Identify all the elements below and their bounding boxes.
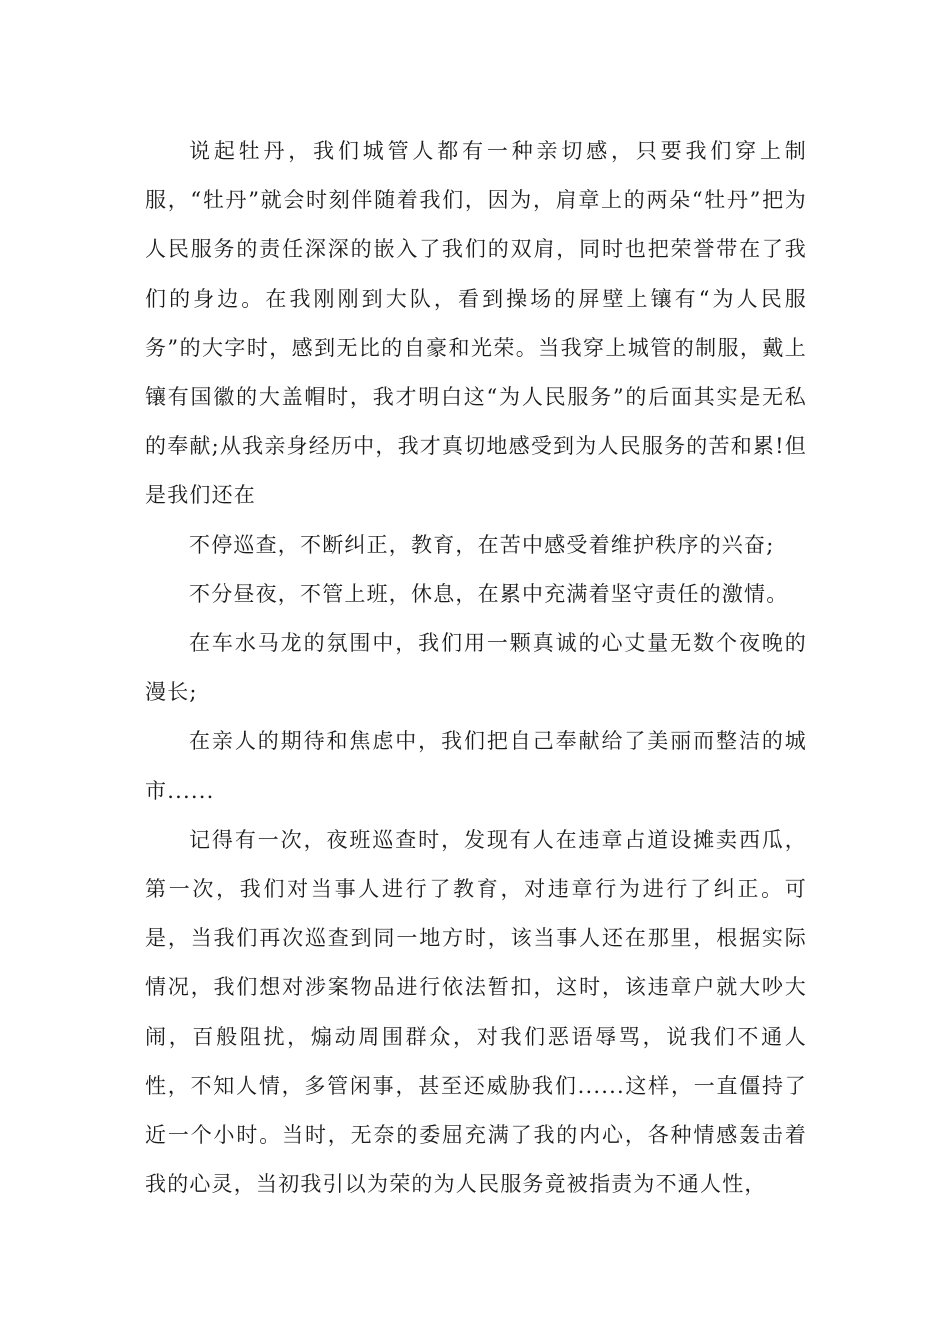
paragraph-5: 在亲人的期待和焦虑中，我们把自己奉献给了美丽而整洁的城市...... <box>145 729 807 803</box>
body-text <box>145 127 807 1209</box>
paragraph-6: 记得有一次，夜班巡查时，发现有人在违章占道设摊卖西瓜，第一次，我们对当事人进行了教育，对违章行为进行了纠正。可是，当我们再次巡查到同一地方时，该当事人还在那里，根据实际情况，我们想对涉案物品进行依法暂扣，这时，该违章户就大吵大闹，百般阻扰，煽动周围群众，对我们恶语辱骂，说我们不通人性，不知人情，多管闲事，甚至还威胁我们......这样，一直僵持了近一个小时。当时，无奈的委屈充满了我的内心，各种情感轰击着我的心灵，当初我引以为荣的为人民服务竟被指责为不通人性， <box>145 827 807 1197</box>
paragraph-1: 说起牡丹，我们城管人都有一种亲切感，只要我们穿上制服，“牡丹”就会时刻伴随着我们，因为，肩章上的两朵“牡丹”把为人民服务的责任深深的嵌入了我们的双肩，同时也把荣誉带在了我们的身边。在我刚刚到大队，看到操场的屏壁上镶有“为人民服务”的大字时，感到无比的自豪和光荣。当我穿上城管的制服，戴上镶有国徽的大盖帽时，我才明白这“为人民服务”的后面其实是无私的奉献;从我亲身经历中，我才真切地感受到为人民服务的苦和累!但是我们还在 <box>145 139 807 508</box>
paragraph-2: 不停巡查，不断纠正，教育，在苦中感受着维护秩序的兴奋; <box>189 532 775 557</box>
paragraph-4: 在车水马龙的氛围中，我们用一颗真诚的心丈量无数个夜晚的漫长; <box>145 631 807 705</box>
paragraph-3: 不分昼夜，不管上班，休息，在累中充满着坚守责任的激情。 <box>189 581 789 606</box>
